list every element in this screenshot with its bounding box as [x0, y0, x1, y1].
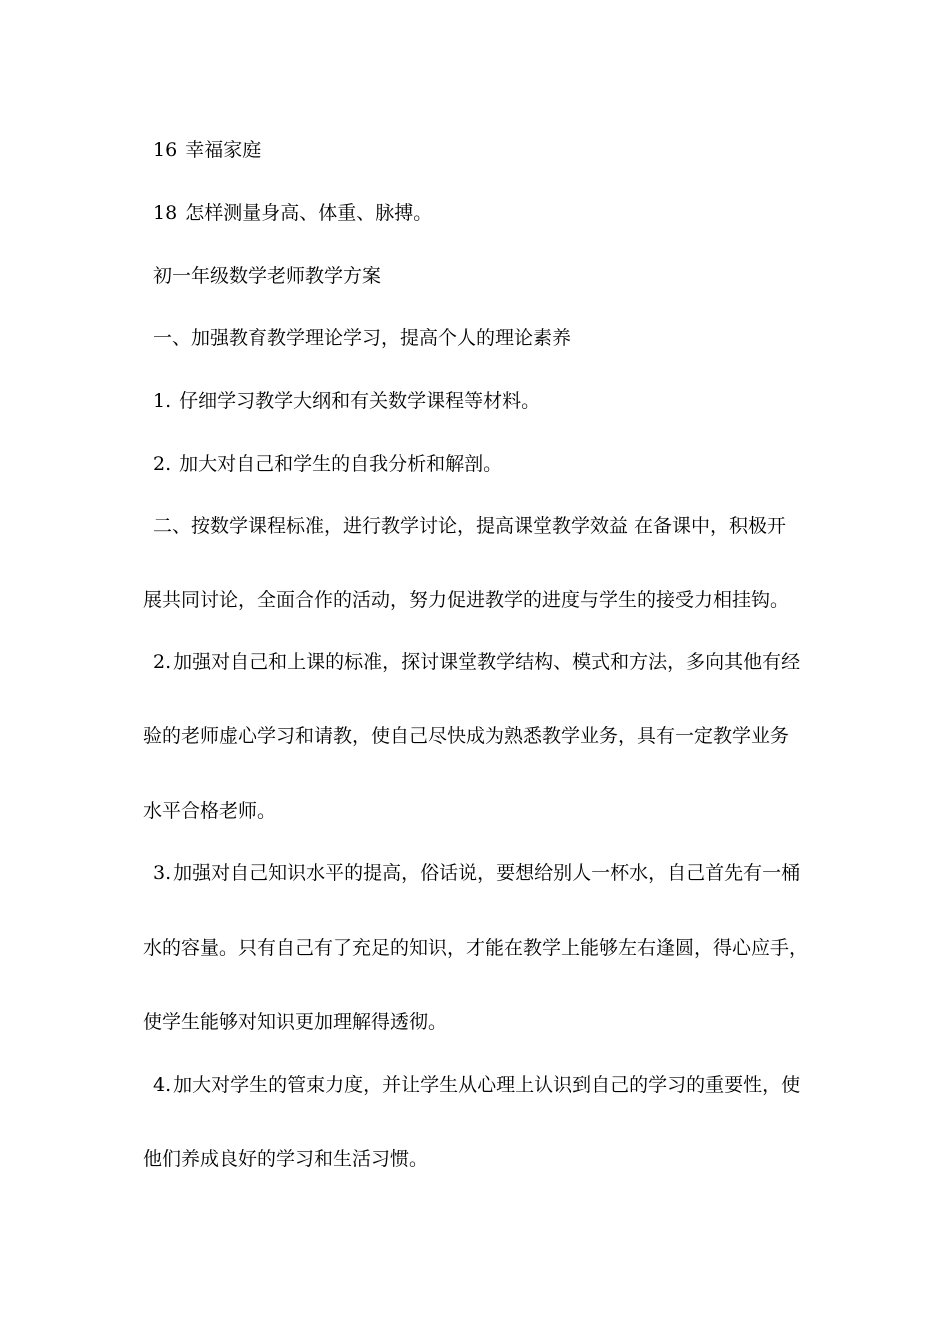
- item-text: 仔细学习教学大纲和有关数学课程等材料。: [173, 390, 541, 412]
- item-text: 加强对自己和上课的标准，探讨课堂教学结构、模式和方法，多向其他有经: [173, 651, 801, 673]
- paragraph-line: [143, 1145, 428, 1173]
- list-item-4: [153, 859, 800, 887]
- paragraph-line: [143, 934, 808, 962]
- line-text: 展共同讨论，全面合作的活动，努力促进教学的进度与学生的接受力相挂钩。: [143, 589, 790, 611]
- heading-text: 一、加强教育教学理论学习，提高个人的理论素养: [153, 327, 572, 349]
- line-text: 怎样测量身高、体重、脉搏。: [179, 202, 433, 224]
- list-item-2: [153, 450, 502, 478]
- paragraph-line: [143, 586, 789, 614]
- line-text: 验的老师虚心学习和请教，使自己尽快成为熟悉教学业务，具有一定教学业务: [143, 725, 790, 747]
- title-text: 初一年级数学老师教学方案: [153, 265, 382, 287]
- line-text: 水的容量。只有自己有了充足的知识，才能在教学上能够左右逢圆，得心应手，: [143, 937, 809, 959]
- item-text: 加大对自己和学生的自我分析和解剖。: [173, 453, 503, 475]
- line-number: 18: [153, 202, 178, 224]
- item-text: 加强对自己知识水平的提高，俗话说，要想给别人一杯水，自己首先有一桶: [173, 862, 801, 884]
- line-number: 16: [153, 139, 178, 161]
- text-line-2: [153, 199, 432, 227]
- line-text: 幸福家庭: [179, 139, 262, 161]
- list-item-5: [153, 1071, 800, 1099]
- list-item-1: [153, 387, 540, 415]
- line-text: 水平合格老师。: [143, 800, 277, 822]
- item-number: 1.: [153, 390, 172, 412]
- heading-text: 二、按数学课程标准，进行教学讨论，提高课堂教学效益 在备课中，积极开: [153, 515, 787, 537]
- line-text: 他们养成良好的学习和生活习惯。: [143, 1148, 429, 1170]
- item-number: 2.: [153, 453, 172, 475]
- section-heading-1: [153, 324, 571, 352]
- item-number: 2.: [153, 651, 172, 673]
- line-text: 使学生能够对知识更加理解得透彻。: [143, 1011, 448, 1033]
- item-text: 加大对学生的管束力度，并让学生从心理上认识到自己的学习的重要性，使: [173, 1074, 801, 1096]
- paragraph-line: [143, 722, 789, 750]
- item-number: 3.: [153, 862, 172, 884]
- list-item-3: [153, 648, 800, 676]
- document-title: [153, 262, 381, 290]
- paragraph-line: [143, 1008, 447, 1036]
- section-heading-2: [153, 512, 786, 540]
- text-line-1: [153, 136, 261, 164]
- item-number: 4.: [153, 1074, 172, 1096]
- paragraph-line: [143, 797, 276, 825]
